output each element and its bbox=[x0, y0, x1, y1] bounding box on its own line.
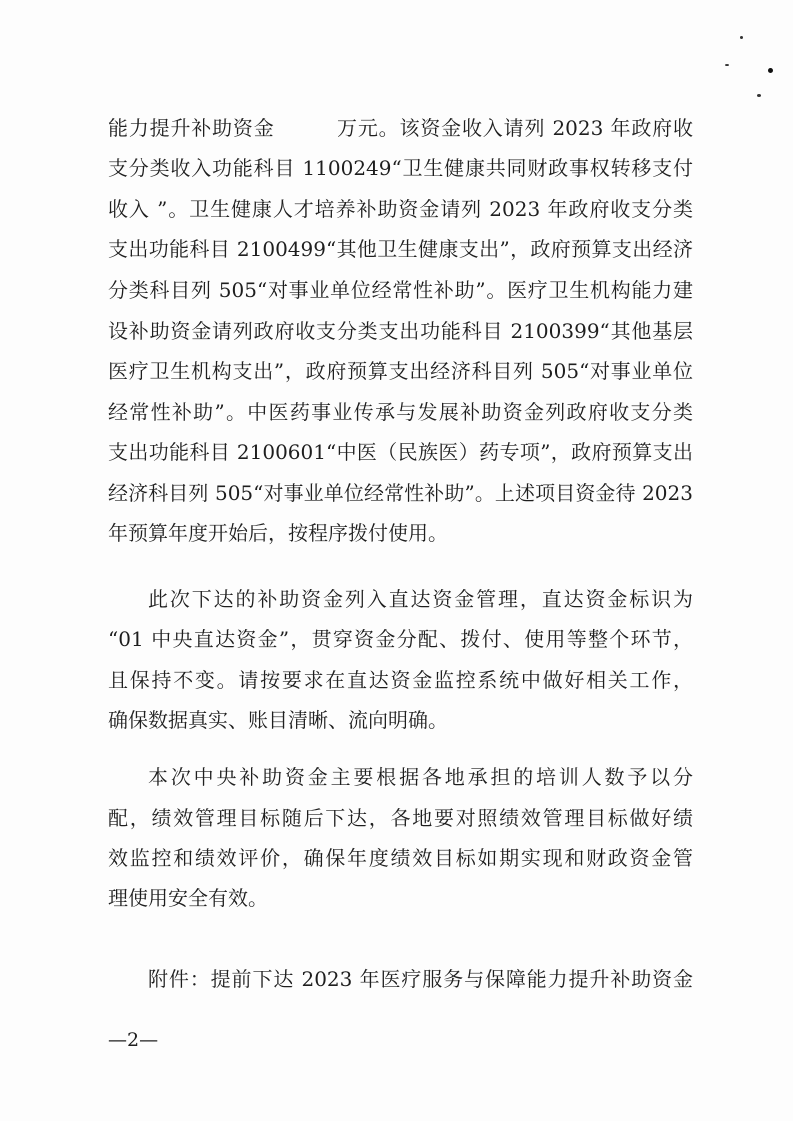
paragraph-1-line-9: 支出功能科目 2100601“中医（民族医）药专项”，政府预算支出 bbox=[108, 440, 693, 464]
paragraph-2-line-4: 确保数据真实、账目清晰、流向明确。 bbox=[108, 708, 448, 732]
paragraph-2-line-3: 且保持不变。请按要求在直达资金监控系统中做好相关工作， bbox=[108, 668, 693, 692]
paragraph-1-line-5: 分类科目列 505“对事业单位经常性补助”。医疗卫生机构能力建 bbox=[108, 278, 693, 302]
paragraph-2-line-2: “01 中央直达资金”，贯穿资金分配、拨付、使用等整个环节， bbox=[108, 627, 693, 651]
paragraph-1-line-3: 收入 ”。卫生健康人才培养补助资金请列 2023 年政府收支分类 bbox=[108, 197, 693, 221]
paragraph-1-line-11: 年预算年度开始后，按程序拨付使用。 bbox=[108, 521, 448, 545]
page-number: —2— bbox=[108, 1029, 159, 1051]
attachment-line: 附件：提前下达 2023 年医疗服务与保障能力提升补助资金 bbox=[148, 967, 693, 991]
scan-speck bbox=[740, 36, 743, 39]
paragraph-1-line-1: 能力提升补助资金 万元。该资金收入请列 2023 年政府收 bbox=[108, 116, 693, 140]
scan-speck bbox=[768, 68, 773, 73]
paragraph-1-line-7: 医疗卫生机构支出”，政府预算支出经济科目列 505“对事业单位 bbox=[108, 359, 693, 383]
paragraph-3-line-1: 本次中央补助资金主要根据各地承担的培训人数予以分 bbox=[148, 765, 693, 789]
paragraph-1-line-4: 支出功能科目 2100499“其他卫生健康支出”，政府预算支出经济 bbox=[108, 237, 693, 261]
scan-speck bbox=[757, 94, 761, 97]
paragraph-3-line-4: 理使用安全有效。 bbox=[108, 886, 268, 910]
paragraph-3-line-3: 效监控和绩效评价，确保年度绩效目标如期实现和财政资金管 bbox=[108, 846, 693, 870]
paragraph-2-line-1: 此次下达的补助资金列入直达资金管理，直达资金标识为 bbox=[148, 587, 693, 611]
paragraph-1-line-8: 经常性补助”。中医药事业传承与发展补助资金列政府收支分类 bbox=[108, 400, 693, 424]
scan-speck bbox=[725, 64, 729, 66]
paragraph-1-line-6: 设补助资金请列政府收支分类支出功能科目 2100399“其他基层 bbox=[108, 319, 693, 343]
paragraph-1-line-10: 经济科目列 505“对事业单位经常性补助”。上述项目资金待 2023 bbox=[108, 481, 693, 505]
paragraph-1-line-2: 支分类收入功能科目 1100249“卫生健康共同财政事权转移支付 bbox=[108, 156, 693, 180]
paragraph-3-line-2: 配，绩效管理目标随后下达，各地要对照绩效管理目标做好绩 bbox=[108, 806, 693, 830]
